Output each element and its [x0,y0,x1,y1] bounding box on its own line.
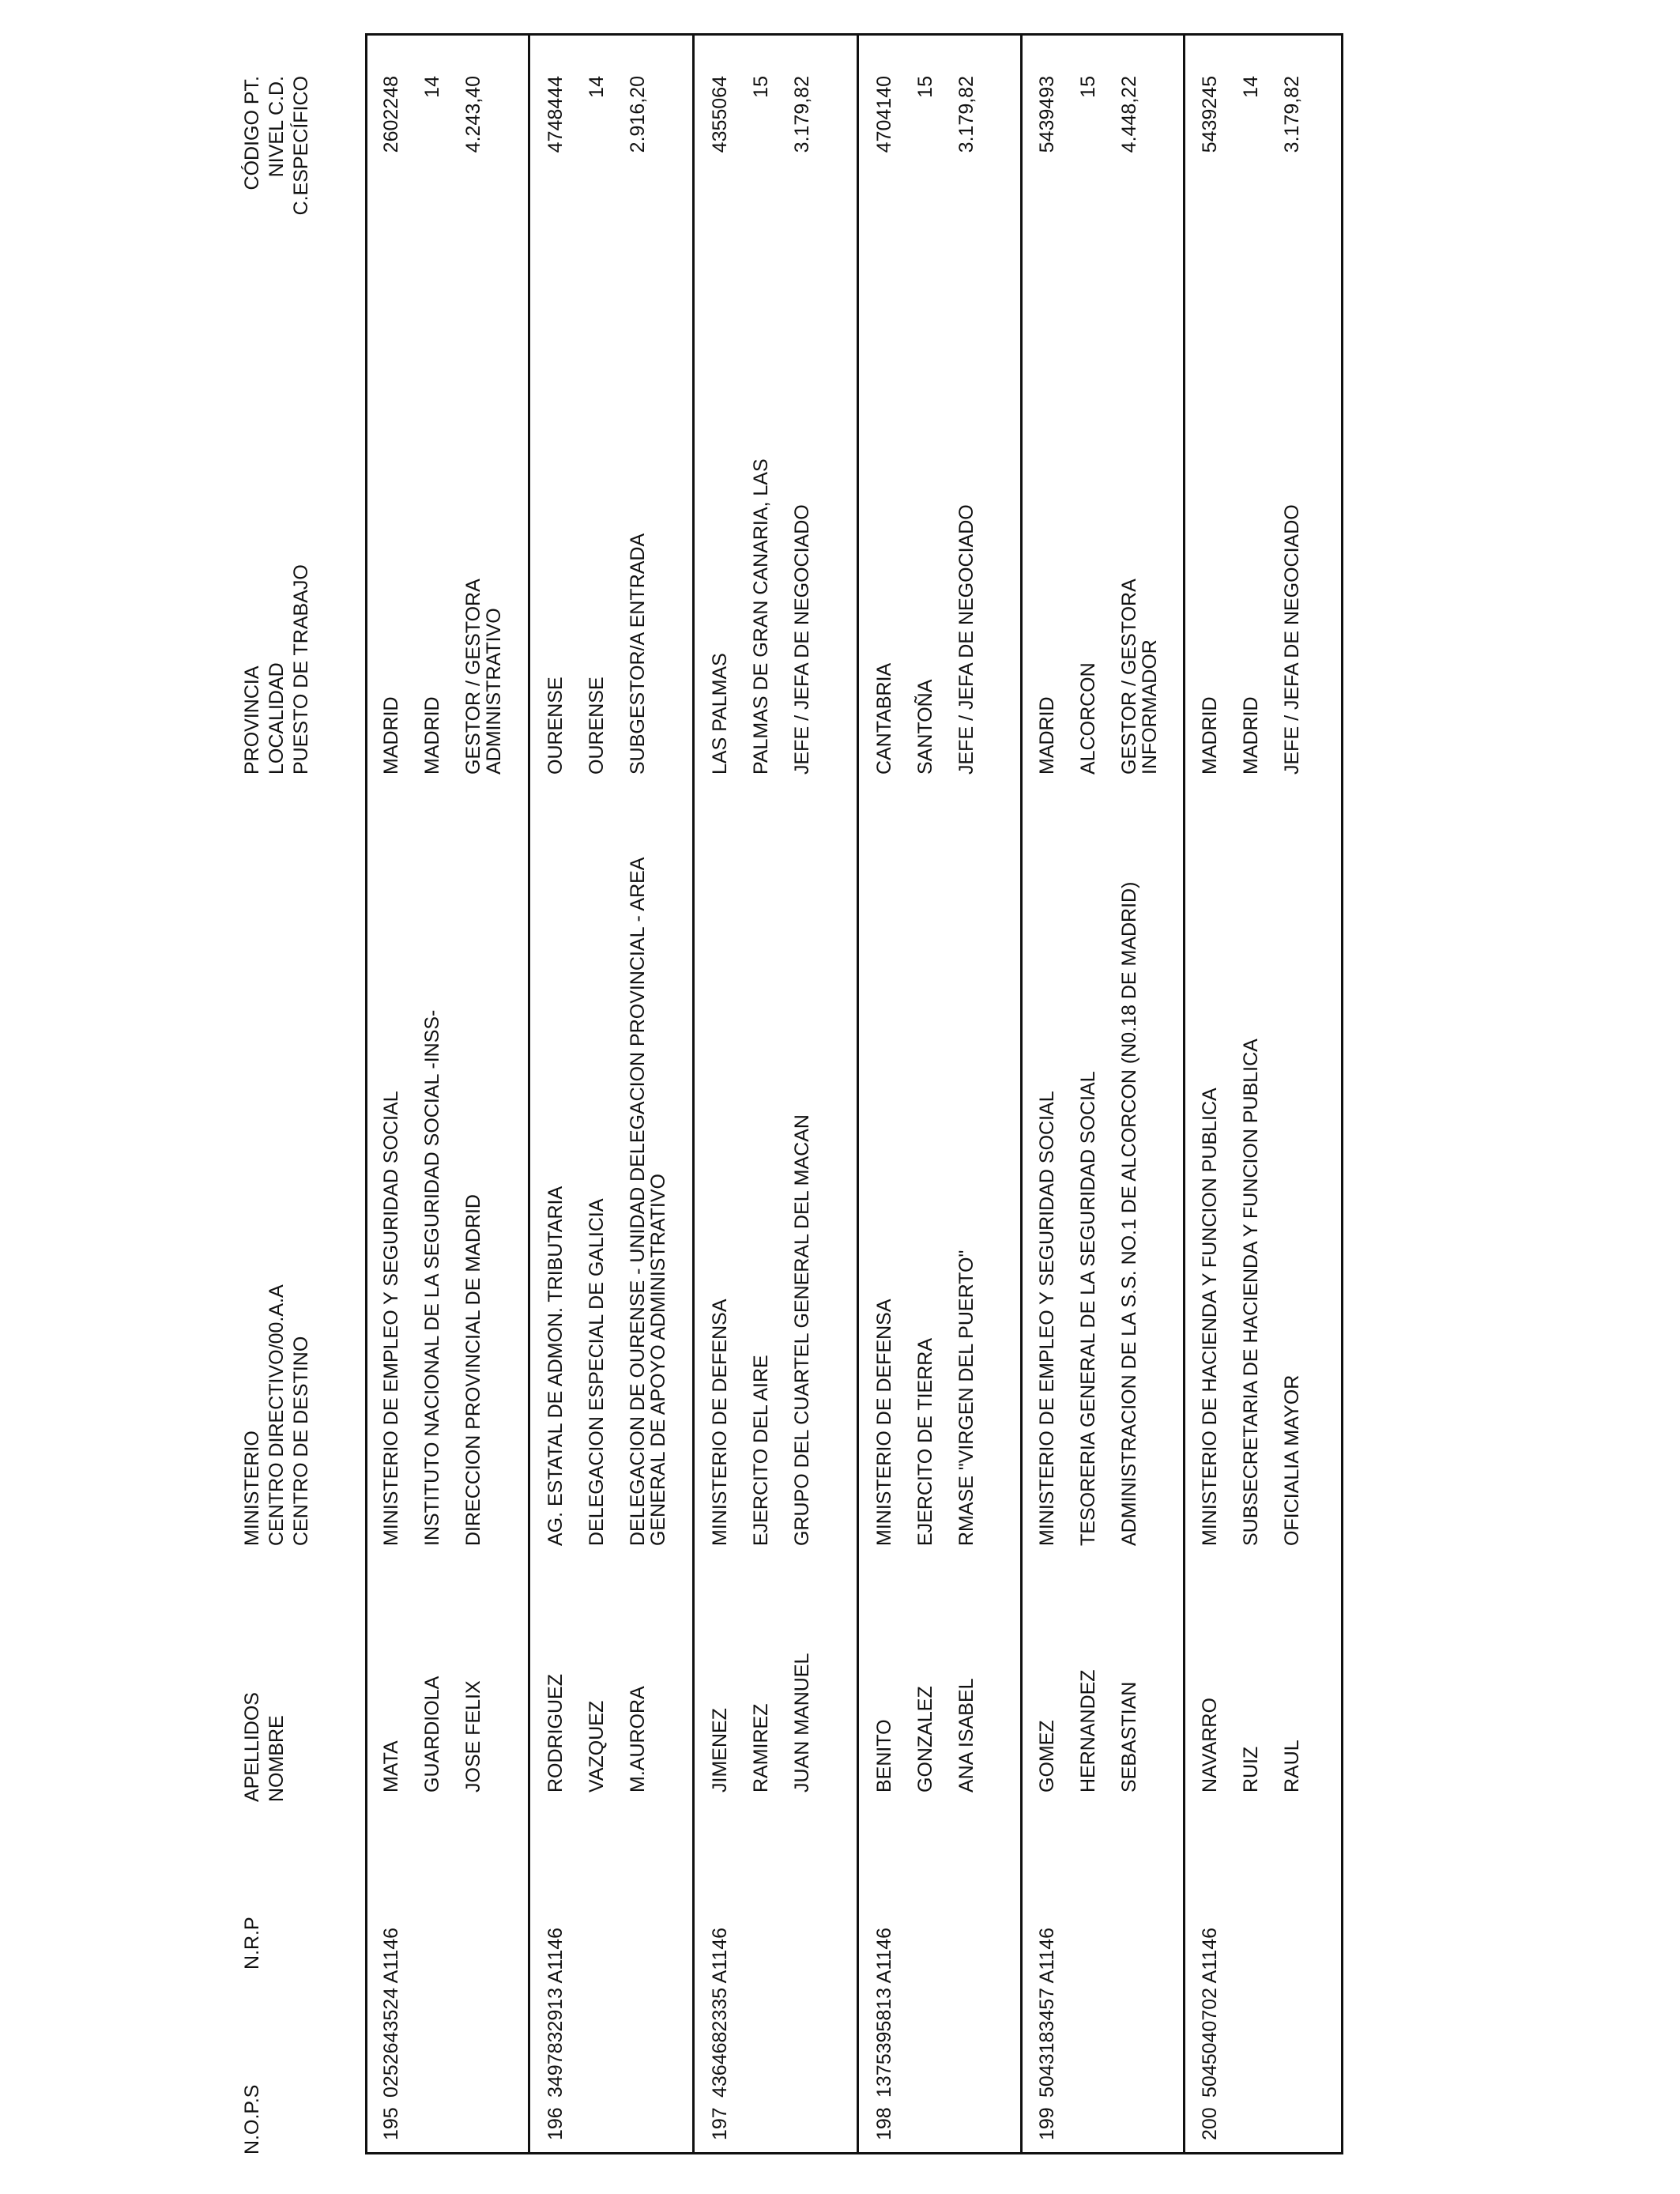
table-row [1035,0,1183,2194]
row-divider [1020,33,1023,2154]
cell-localidad: OURENSE [586,677,608,775]
cell-centro-destino: ADMINISTRACION DE LA S.S. NO.1 DE ALCORCON (N0.18 DE MADRID) [1118,881,1140,1546]
cell-nombre: JOSE FELIX [462,1680,484,1793]
cell-provincia: MADRID [1199,696,1221,775]
cell-centro-directivo: EJERCITO DE TIERRA [914,1337,936,1546]
cell-nivel: 15 [1077,76,1099,98]
cell-centro-destino: OFICIALIA MAYOR [1281,1374,1303,1546]
cell-provincia: OURENSE [544,677,567,775]
cell-nombre: SEBASTIAN [1118,1681,1140,1793]
cell-codigo: 5439493 [1036,76,1058,153]
table-row [544,0,692,2194]
row-divider [1183,33,1185,2154]
header-provincia: PROVINCIA [241,665,263,775]
header-ministerio: MINISTERIO [241,1431,263,1546]
cell-especifico: 4.243,40 [462,76,484,153]
cell-apellido1: BENITO [873,1719,895,1793]
cell-apellido1: JIMENEZ [709,1708,731,1793]
header-centro-directivo: CENTRO DIRECTIVO/00.A.A [266,1284,288,1546]
cell-especifico: 3.179,82 [791,76,813,153]
cell-nrp: 0252643524 A1146 [380,1927,402,2098]
cell-especifico: 3.179,82 [955,76,977,153]
cell-ministerio: MINISTERIO DE HACIENDA Y FUNCION PUBLICA [1199,1088,1221,1546]
cell-puesto: GESTOR / GESTORA [462,579,484,775]
cell-centro-directivo: DELEGACION ESPECIAL DE GALICIA [586,1198,608,1546]
cell-ministerio: MINISTERIO DE EMPLEO Y SEGURIDAD SOCIAL [380,1091,402,1546]
cell-nops: 199 [1036,2107,1058,2140]
cell-nops: 196 [544,2107,567,2140]
cell-localidad: MADRID [1240,696,1262,775]
cell-localidad: PALMAS DE GRAN CANARIA, LAS [750,458,772,775]
cell-nivel: 15 [750,76,772,98]
cell-nombre: RAUL [1281,1740,1303,1793]
row-divider [528,33,530,2154]
cell-ministerio: AG. ESTATAL DE ADMON. TRIBUTARIA [544,1186,567,1546]
cell-nivel: 14 [421,76,443,98]
cell-codigo: 4704140 [873,76,895,153]
cell-nrp: 5043183457 A1146 [1036,1927,1058,2098]
cell-puesto: SUBGESTOR/A ENTRADA [627,533,649,775]
cell-especifico: 3.179,82 [1281,76,1303,153]
cell-apellido2: HERNANDEZ [1077,1669,1099,1793]
cell-puesto-cont: INFORMADOR [1139,639,1161,775]
row-divider [692,33,695,2154]
cell-apellido2: RUIZ [1240,1746,1262,1793]
cell-provincia: CANTABRIA [873,662,895,775]
cell-localidad: SANTOÑA [914,679,936,775]
header-puesto: PUESTO DE TRABAJO [290,564,312,775]
cell-ministerio: MINISTERIO DE DEFENSA [709,1299,731,1546]
cell-apellido2: GUARDIOLA [421,1676,443,1793]
cell-nops: 198 [873,2107,895,2140]
cell-especifico: 2.916,20 [627,76,649,153]
cell-puesto-cont: ADMINISTRATIVO [483,608,505,775]
cell-nombre: M.AURORA [627,1686,649,1793]
table-row [1198,0,1340,2194]
cell-nombre: ANA ISABEL [955,1678,977,1793]
cell-centro-destino: DIRECCION PROVINCIAL DE MADRID [462,1194,484,1546]
cell-apellido2: VAZQUEZ [586,1700,608,1793]
header-nivel: NIVEL C.D. [266,76,288,178]
cell-nivel: 15 [914,76,936,98]
cell-nivel: 14 [586,76,608,98]
cell-puesto: JEFE / JEFA DE NEGOCIADO [1281,504,1303,775]
cell-apellido2: RAMIREZ [750,1703,772,1793]
cell-centro-destino: DELEGACION DE OURENSE - UNIDAD DELEGACION PROVINCIAL - AREA [627,857,649,1546]
cell-apellido1: RODRIGUEZ [544,1674,567,1793]
cell-provincia: MADRID [380,696,402,775]
cell-codigo: 5439245 [1199,76,1221,153]
header-nombre: NOMBRE [266,1715,288,1802]
header-codigo: CÓDIGO PT. [241,76,263,190]
header-nops: N.O.P.S [241,2084,263,2154]
cell-puesto: JEFE / JEFA DE NEGOCIADO [955,504,977,775]
cell-nops: 200 [1199,2107,1221,2140]
header-nrp: N.R.P [241,1917,263,1970]
cell-provincia: MADRID [1036,696,1058,775]
cell-codigo: 4355064 [709,76,731,153]
cell-centro-destino: RMASE "VIRGEN DEL PUERTO" [955,1250,977,1546]
cell-codigo: 2602248 [380,76,402,153]
cell-especifico: 4.448,22 [1118,76,1140,153]
cell-nivel: 14 [1240,76,1262,98]
cell-centro-directivo: SUBSECRETARIA DE HACIENDA Y FUNCION PUBLICA [1240,1039,1262,1546]
cell-apellido1: NAVARRO [1199,1698,1221,1793]
table-row [379,0,528,2194]
header-centro-destino: CENTRO DE DESTINO [290,1336,312,1546]
cell-centro-directivo: EJERCITO DEL AIRE [750,1355,772,1546]
cell-centro-destino-cont: GENERAL DE APOYO ADMINISTRATIVO [647,1174,669,1546]
cell-localidad: MADRID [421,696,443,775]
cell-ministerio: MINISTERIO DE EMPLEO Y SEGURIDAD SOCIAL [1036,1091,1058,1546]
table-row [708,0,857,2194]
cell-nops: 197 [709,2107,731,2140]
table-row [872,0,1020,2194]
cell-localidad: ALCORCON [1077,662,1099,775]
cell-nrp: 1375395813 A1146 [873,1927,895,2098]
cell-apellido1: GOMEZ [1036,1720,1058,1793]
cell-puesto: JEFE / JEFA DE NEGOCIADO [791,504,813,775]
cell-codigo: 4748444 [544,76,567,153]
cell-apellido2: GONZALEZ [914,1686,936,1793]
cell-centro-destino: GRUPO DEL CUARTEL GENERAL DEL MACAN [791,1114,813,1546]
cell-centro-directivo: TESORERIA GENERAL DE LA SEGURIDAD SOCIAL [1077,1071,1099,1546]
cell-nrp: 3497832913 A1146 [544,1927,567,2098]
row-divider [857,33,859,2154]
header-especifico: C.ESPECÍFICO [290,76,312,216]
cell-puesto: GESTOR / GESTORA [1118,579,1140,775]
cell-centro-directivo: INSTITUTO NACIONAL DE LA SEGURIDAD SOCIAL -INSS- [421,1009,443,1546]
cell-ministerio: MINISTERIO DE DEFENSA [873,1299,895,1546]
cell-nrp: 5045040702 A1146 [1199,1927,1221,2098]
header-localidad: LOCALIDAD [266,662,288,775]
cell-nops: 195 [380,2107,402,2140]
header-apellidos: APELLIDOS [241,1692,263,1802]
cell-nrp: 4364682335 A1146 [709,1927,731,2098]
cell-nombre: JUAN MANUEL [791,1653,813,1793]
cell-provincia: LAS PALMAS [709,653,731,775]
cell-apellido1: MATA [380,1740,402,1793]
